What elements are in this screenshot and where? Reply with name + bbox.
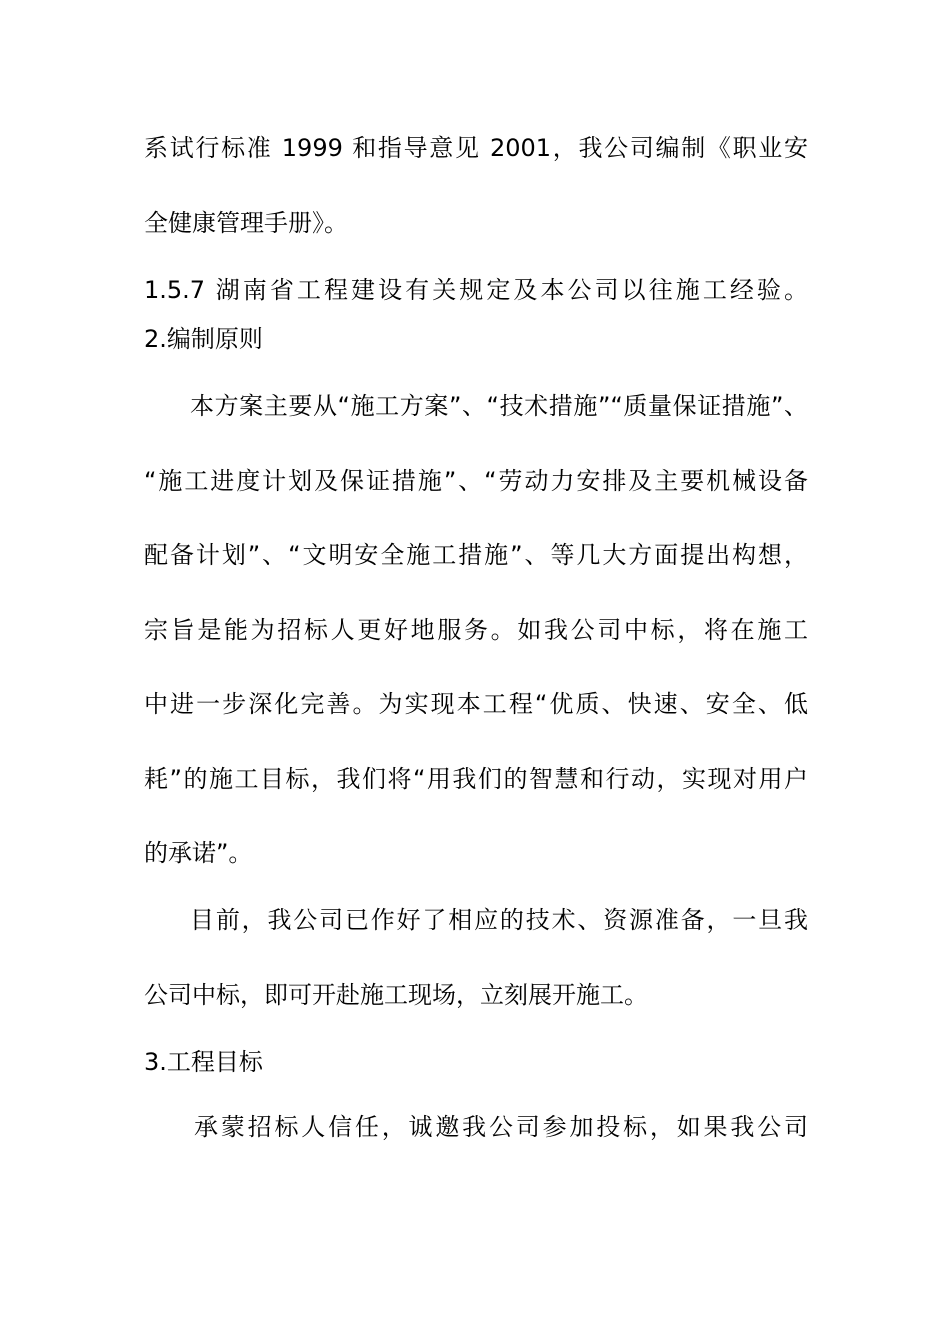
body-text-line: 的承诺”。 xyxy=(144,839,253,867)
body-text-line: 配备计划”、“文明安全施工措施”、等几大方面提出构想， xyxy=(144,541,808,569)
body-text-line: “施工进度计划及保证措施”、“劳动力安排及主要机械设备 xyxy=(144,467,808,495)
section-heading-2: 2.编制原则 xyxy=(144,325,263,353)
section-heading-3: 3.工程目标 xyxy=(144,1048,263,1076)
body-text-line: 宗旨是能为招标人更好地服务。如我公司中标，将在施工 xyxy=(144,616,808,644)
body-text-line: 耗”的施工目标，我们将“用我们的智慧和行动，实现对用户 xyxy=(144,765,808,793)
body-text-line: 承蒙招标人信任，诚邀我公司参加投标，如果我公司 xyxy=(194,1113,808,1141)
body-text-line: 本方案主要从“施工方案”、“技术措施”“质量保证措施”、 xyxy=(190,392,808,420)
body-text-line: 全健康管理手册》。 xyxy=(144,209,348,237)
body-text-line: 系试行标准 1999 和指导意见 2001，我公司编制《职业安 xyxy=(144,134,808,162)
section-item-1-5-7: 1.5.7 湖南省工程建设有关规定及本公司以往施工经验。 xyxy=(144,276,808,304)
body-text-line: 公司中标，即可开赴施工现场，立刻展开施工。 xyxy=(144,981,648,1009)
body-text-line: 目前，我公司已作好了相应的技术、资源准备，一旦我 xyxy=(190,906,808,934)
body-text-line: 中进一步深化完善。为实现本工程“优质、快速、安全、低 xyxy=(144,690,808,718)
